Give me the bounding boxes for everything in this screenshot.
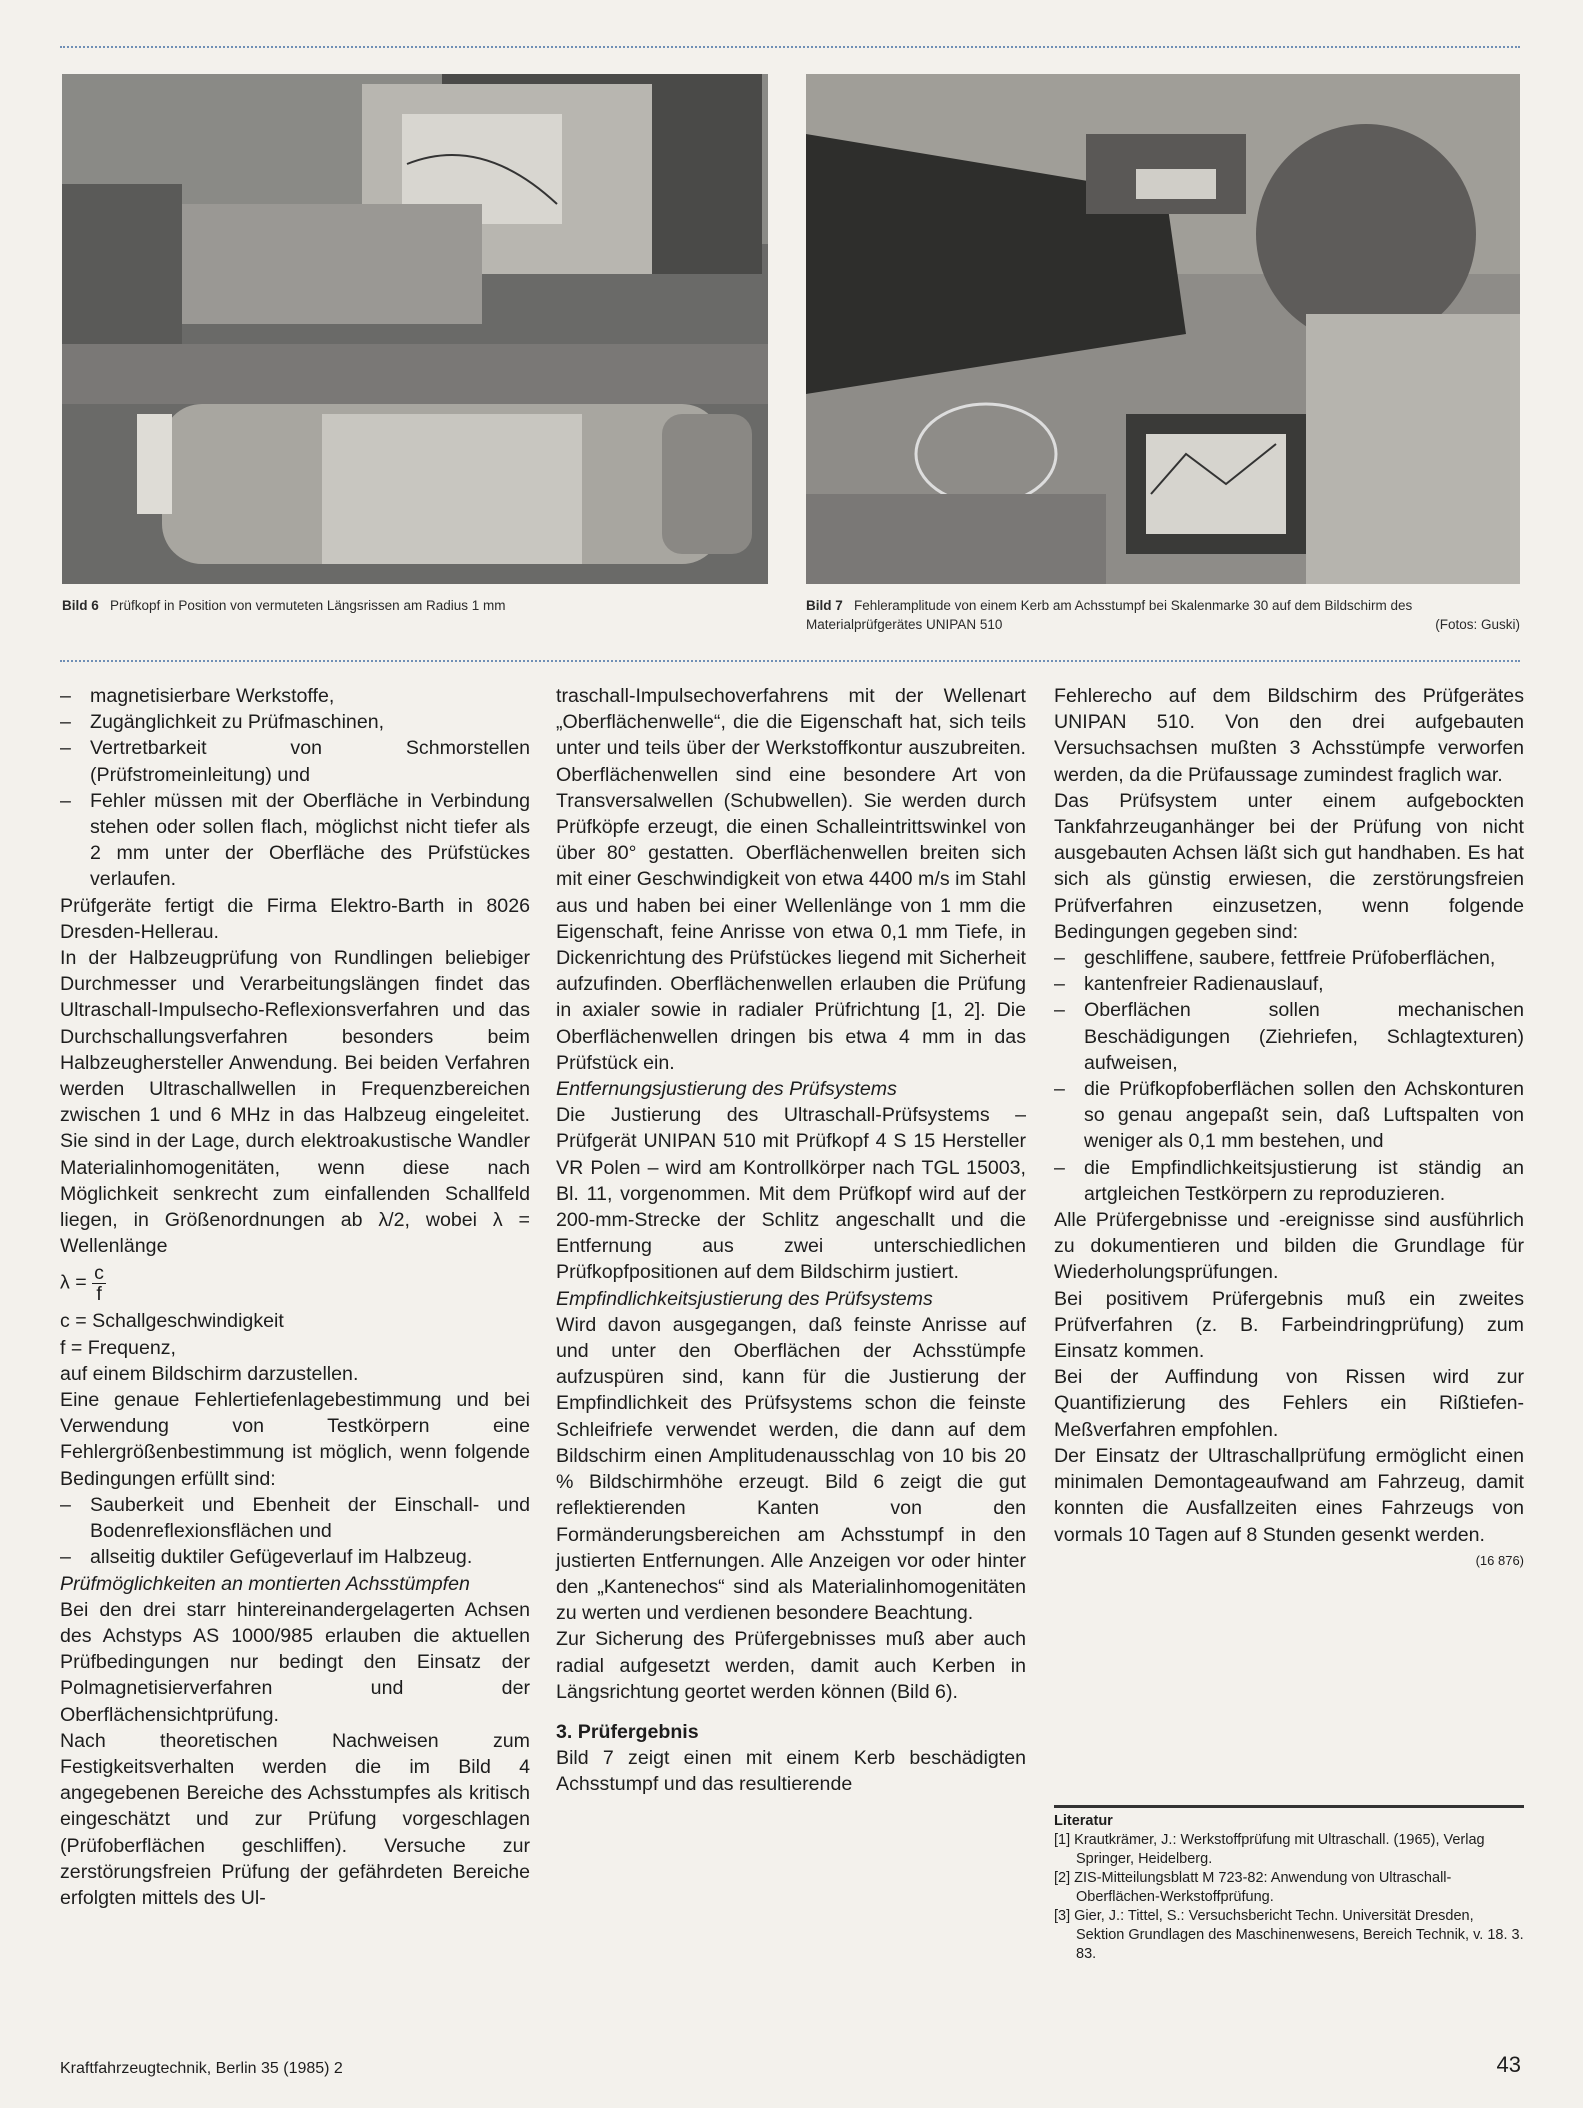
- column-2: [556, 683, 1026, 1798]
- fraction-numerator: c: [94, 1262, 104, 1285]
- page-number: 43: [1496, 2052, 1521, 2077]
- paragraph: Prüfgeräte fertigt die Firma Elektro-Barth in 8026 Dresden-Hellerau.: [60, 894, 530, 943]
- fraction: [92, 1263, 106, 1304]
- list-item: – allseitig duktiler Gefügeverlauf im Halbzeug.: [60, 1544, 530, 1570]
- list-item: – die Prüfkopfoberflächen sollen den Achskonturen so genau angepaßt sein, daß Luftspalten von weniger als 0,1 mm bestehen, und: [1054, 1076, 1524, 1155]
- paragraph: Das Prüfsystem unter einem aufgebockten Tankfahrzeuganhänger bei der Prüfung von nicht ausgebauten Achsen läßt sich gut handhaben. Es hat sich als günstig erwiesen, die zerstörungsfreien Prüfverfahren einzusetzen, wenn folgende Bedingungen gegeben sind:: [1054, 789, 1524, 943]
- photo-credit: (Fotos: Guski): [1435, 617, 1520, 632]
- column-3: [1054, 683, 1524, 1574]
- caption-text: Fehleramplitude von einem Kerb am Achsstumpf bei Skalenmarke 30 auf dem Bildschirm des Materialprüfgerätes UNIPAN 510: [806, 598, 1413, 632]
- reference-item: [2] ZIS-Mitteilungsblatt M 723-82: Anwendung von Ultraschall-Oberflächen-Werkstoffprüfung.: [1054, 1870, 1452, 1905]
- literature-title: Literatur: [1054, 1813, 1113, 1829]
- paragraph: Bei der Auffindung von Rissen wird zur Quantifizierung des Fehlers ein Rißtiefen-Meßverfahren empfohlen.: [1054, 1366, 1524, 1441]
- paragraph: Bei positivem Prüfergebnis muß ein zweites Prüfverfahren (z. B. Farbeindringprüfung) zum Einsatz kommen.: [1054, 1287, 1524, 1363]
- caption-bild-7: [806, 596, 1520, 634]
- definition-f: f = Frequenz,: [60, 1336, 176, 1359]
- paragraph: Bild 7 zeigt einen mit einem Kerb beschädigten Achsstumpf und das resultierende: [556, 1747, 1026, 1796]
- requirements-list-2: [60, 1492, 530, 1571]
- requirements-list-1: [60, 683, 530, 893]
- list-item: – Oberflächen sollen mechanischen Beschädigungen (Ziehriefen, Schlagtexturen) aufweisen,: [1054, 997, 1524, 1076]
- article-id: (16 876): [1475, 1552, 1524, 1568]
- list-item: – die Empfindlichkeitsjustierung ist ständig an artgleichen Testkörpern zu reproduzieren.: [1054, 1155, 1524, 1207]
- caption-rule: [60, 660, 1520, 662]
- paragraph: Alle Prüfergebnisse und -ereignisse sind ausführlich zu dokumentieren und bilden die Grundlage für Wiederholungsprüfungen.: [1054, 1209, 1524, 1284]
- formula-lhs: λ =: [60, 1272, 87, 1295]
- section-heading: 3. Prüfergebnis: [556, 1720, 699, 1743]
- journal-footer: Kraftfahrzeugtechnik, Berlin 35 (1985) 2: [60, 2060, 343, 2077]
- paragraph: traschall-Impulsechoverfahrens mit der Wellenart „Oberflächenwelle“, die die Eigenschaft hat, sich teils unter und teils über der Werkstoffkontur auszubreiten. Oberflächenwellen sind eine besondere Art von Transversalwellen (Schubwellen). Sie werden durch Prüfköpfe erzeugt, die einen Schalleintrittswinkel von über 80° gestatten. Oberflächenwellen breiten sich mit einer Geschwindigkeit von etwa 4400 m/s im Stahl aus und haben bei einer Wellenlänge von 1 mm die Eigenschaft, feine Anrisse von etwa 0,1 mm Tiefe, in Dickenrichtung des Prüfstückes liegend mit Sicherheit aufzufinden. Oberflächenwellen erlauben die Prüfung in axialer sowie in radialer Prüfrichtung [1, 2]. Die Oberflächenwellen dringen bis etwa 4 mm in das Prüfstück ein.: [556, 685, 1026, 1074]
- caption-label: Bild 7: [806, 598, 843, 613]
- column-1: [60, 683, 530, 1911]
- reference-item: [3] Gier, J.: Tittel, S.: Versuchsbericht Techn. Universität Dresden, Sektion Grundlagen des Maschinenwesens, Bereich Technik, v. 18. 3. 83.: [1054, 1908, 1524, 1962]
- definition-c: c = Schallgeschwindigkeit: [60, 1310, 284, 1333]
- list-item: – kantenfreier Radienauslauf,: [1054, 971, 1524, 997]
- caption-text: Prüfkopf in Position von vermuteten Längsrissen am Radius 1 mm: [110, 598, 506, 613]
- paragraph: Nach theoretischen Nachweisen zum Festigkeitsverhalten werden die im Bild 4 angegebenen Bereiche des Achsstumpfes als kritisch eingeschätzt und zur Prüfung vorgeschlagen (Prüfoberflächen geschliffen). Versuche zur zerstörungsfreien Prüfung der gefährdeten Bereiche erfolgten mittels des Ul-: [60, 1729, 530, 1909]
- formula: [60, 1263, 530, 1304]
- photo-bild-6: [62, 74, 768, 584]
- paragraph: Wird davon ausgegangen, daß feinste Anrisse auf und unter den Oberflächen der Achsstümpfe aufzuspüren sind, kann für die Justierung der Empfindlichkeit des Prüfsystems schon die feinste Schleifriefe verwendet werden, die dann auf dem Bildschirm einen Amplitudenausschlag von 10 bis 20 % Bildschirmhöhe erzeugt. Bild 6 zeigt die gut reflektierenden Kanten von den Formänderungsbereichen am Achsstumpf in den justierten Entfernungen. Alle Anzeigen vor oder hinter den „Kantenechos“ sind als Materialinhomogenitäten zu werten und verdienen besondere Beachtung.: [556, 1313, 1026, 1625]
- paragraph: Bei den drei starr hintereinandergelagerten Achsen des Achstyps AS 1000/985 erlauben die aktuellen Prüfbedingungen nur bedingt den Einsatz der Polmagnetisierverfahren und der Oberflächensichtprüfung.: [60, 1598, 530, 1726]
- list-item: – geschliffene, saubere, fettfreie Prüfoberflächen,: [1054, 945, 1524, 971]
- paragraph: Der Einsatz der Ultraschallprüfung ermöglicht einen minimalen Demontageaufwand am Fahrzeug, damit konnten die Ausfallzeiten eines Fahrzeugs von vormals 10 Tagen auf 8 Stunden gesenkt werden.: [1054, 1444, 1524, 1546]
- section-heading: Empfindlichkeitsjustierung des Prüfsystems: [556, 1287, 933, 1310]
- section-heading: Prüfmöglichkeiten an montierten Achsstümpfen: [60, 1572, 470, 1595]
- caption-label: Bild 6: [62, 598, 99, 613]
- photo-bild-7: [806, 74, 1520, 584]
- conditions-list: [1054, 945, 1524, 1207]
- literature-section: [1054, 1805, 1524, 1964]
- list-item: – Fehler müssen mit der Oberfläche in Verbindung stehen oder sollen flach, möglichst nicht tiefer als 2 mm unter der Oberfläche des Prüfstückes verlaufen.: [60, 788, 530, 893]
- top-rule: [60, 46, 1520, 48]
- caption-bild-6: [62, 596, 762, 615]
- list-item: – magnetisierbare Werkstoffe,: [60, 683, 530, 709]
- list-item: – Sauberkeit und Ebenheit der Einschall- und Bodenreflexionsflächen und: [60, 1492, 530, 1544]
- list-item: – Vertretbarkeit von Schmorstellen (Prüfstromeinleitung) und: [60, 735, 530, 787]
- paragraph: auf einem Bildschirm darzustellen.: [60, 1362, 359, 1385]
- paragraph: Fehlerecho auf dem Bildschirm des Prüfgerätes UNIPAN 510. Von den drei aufgebauten Versuchsachsen mußten 3 Achsstümpfe verworfen werden, da die Prüfaussage zumindest fraglich war.: [1054, 685, 1524, 786]
- paragraph: Die Justierung des Ultraschall-Prüfsystems – Prüfgerät UNIPAN 510 mit Prüfkopf 4 S 15 Hersteller VR Polen – wird am Kontrollkörper nach TGL 15003, Bl. 11, vorgenommen. Mit dem Prüfkopf wird auf der 200-mm-Strecke der Schlitz angeschallt und die Entfernung aus zwei unterschiedlichen Prüfkopfpositionen auf dem Bildschirm justiert.: [556, 1104, 1026, 1284]
- reference-item: [1] Krautkrämer, J.: Werkstoffprüfung mit Ultraschall. (1965), Verlag Springer, Heidelberg.: [1054, 1832, 1485, 1867]
- paragraph: Zur Sicherung des Prüfergebnisses muß aber auch radial aufgesetzt werden, damit auch Kerben in Längsrichtung geortet werden können (Bild 6).: [556, 1628, 1026, 1703]
- literature-rule: [1054, 1805, 1524, 1808]
- fraction-denominator: f: [96, 1283, 102, 1306]
- section-heading: Entfernungsjustierung des Prüfsystems: [556, 1078, 897, 1101]
- list-item: – Zugänglichkeit zu Prüfmaschinen,: [60, 709, 530, 735]
- paragraph: Eine genaue Fehlertiefenlagebestimmung und bei Verwendung von Testkörpern eine Fehlergrößenbestimmung ist möglich, wenn folgende Bedingungen erfüllt sind:: [60, 1389, 530, 1490]
- paragraph: In der Halbzeugprüfung von Rundlingen beliebiger Durchmesser und Verarbeitungslängen findet das Ultraschall-Impulsecho-Reflexionsverfahren und das Durchschallungsverfahren besonders beim Halbzeughersteller Anwendung. Bei beiden Verfahren werden Ultraschallwellen in Frequenzbereichen zwischen 1 und 6 MHz in das Halbzeug eingeleitet. Sie sind in der Lage, durch elektroakustische Wandler Materialinhomogenitäten, wenn diese nach Möglichkeit senkrecht zum einfallenden Schallfeld liegen, in Größenordnungen ab λ/2, wobei λ = Wellenlänge: [60, 947, 530, 1258]
